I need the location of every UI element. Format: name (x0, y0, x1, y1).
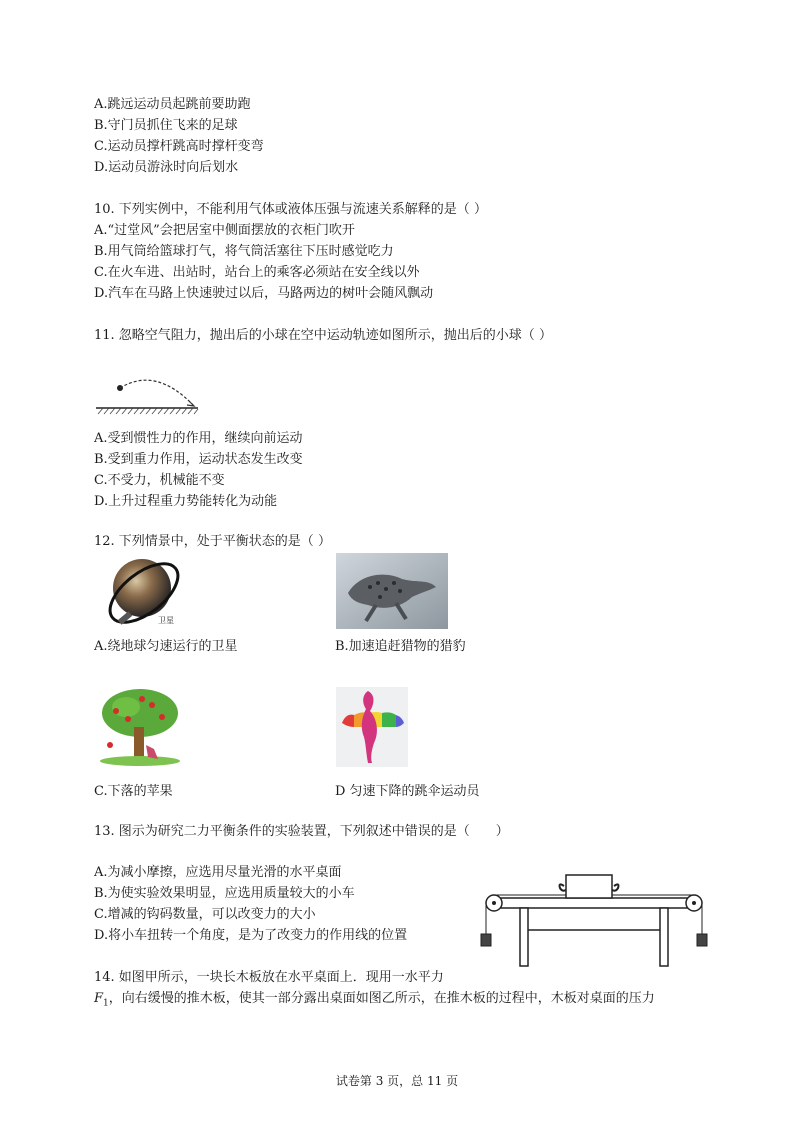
q10-option-a: A.“过堂风”会把居室中侧面摆放的衣柜门吹开 (94, 223, 355, 238)
q11-stem: 11. 忽略空气阻力，抛出后的小球在空中运动轨迹如图所示，抛出后的小球（ ） (94, 328, 552, 343)
q12-stem: 12. 下列情景中，处于平衡状态的是（ ） (94, 534, 331, 549)
satellite-earth-image (96, 555, 192, 630)
tree-trunk-icon (134, 727, 144, 757)
ground-hatching (98, 408, 198, 414)
table-leg-right (660, 908, 668, 966)
force-subscript: 1 (103, 998, 109, 1009)
left-hook-icon (560, 884, 567, 890)
q12-caption-d: D 匀速下降的跳伞运动员 (335, 784, 480, 799)
right-weight-icon (697, 934, 707, 946)
q9-option-b: B.守门员抓住飞来的足球 (94, 118, 238, 133)
q11-option-c: C.不受力，机械能不变 (94, 473, 225, 488)
q10-option-c: C.在火车进、出站时，站台上的乘客必须站在安全线以外 (94, 265, 420, 280)
q10-option-d: D.汽车在马路上快速驶过以后，马路两边的树叶会随风飘动 (94, 286, 434, 301)
apple-tree-image (96, 687, 182, 767)
q9-option-c: C.运动员撑杆跳高时撑杆变弯 (94, 139, 264, 154)
q9-option-a: A.跳远运动员起跳前要助跑 (94, 97, 251, 112)
q12-caption-b: B.加速追赶猎物的猎豹 (335, 639, 466, 654)
q13-option-c: C.增减的钩码数量，可以改变力的大小 (94, 907, 316, 922)
force-symbol: F (94, 991, 104, 1006)
parachutist-image (336, 687, 408, 767)
table-leg-left (520, 908, 528, 966)
q11-option-d: D.上升过程重力势能转化为动能 (94, 494, 278, 509)
q13-option-d: D.将小车扭转一个角度，是为了改变力的作用线的位置 (94, 928, 408, 943)
two-force-balance-apparatus-figure (480, 868, 708, 968)
q10-stem: 10. 下列实例中，不能利用气体或液体压强与流速关系解释的是（ ） (94, 202, 487, 217)
q11-option-a: A.受到惯性力的作用，继续向前运动 (94, 431, 303, 446)
page-footer: 试卷第 3 页，总 11 页 (335, 1074, 459, 1088)
q14-line-2 (94, 990, 655, 1013)
table-top (494, 898, 694, 908)
q13-option-b: B.为使实验效果明显，应选用质量较大的小车 (94, 886, 355, 901)
q12-caption-a: A.绕地球匀速运行的卫星 (94, 639, 238, 654)
q12-caption-c: C.下落的苹果 (94, 784, 173, 799)
q14-line-2-text: ，向右缓慢的推木板，使其一部分露出桌面如图乙所示，在推木板的过程中，木板对桌面的压力 (108, 991, 655, 1006)
q11-option-b: B.受到重力作用，运动状态发生改变 (94, 452, 303, 467)
q14-line-1: 14. 如图甲所示，一块长木板放在水平桌面上．现用一水平力 (94, 970, 444, 985)
cart-icon (566, 875, 612, 898)
arrow-icon (187, 401, 194, 406)
q10-option-b: B.用气筒给篮球打气，将气筒活塞往下压时感觉吃力 (94, 244, 394, 259)
right-hook-icon (612, 884, 619, 890)
q9-option-d: D.运动员游泳时向后划水 (94, 160, 239, 175)
projectile-trajectory-figure (94, 368, 202, 420)
trajectory-curve (120, 380, 194, 406)
satellite-label: 卫星 (158, 616, 174, 625)
cheetah-image (336, 553, 448, 629)
q13-stem: 13. 图示为研究二力平衡条件的实验装置，下列叙述中错误的是（ ） (94, 824, 509, 839)
left-weight-icon (481, 934, 491, 946)
q13-option-a: A.为减小摩擦，应选用尽量光滑的水平桌面 (94, 865, 342, 880)
